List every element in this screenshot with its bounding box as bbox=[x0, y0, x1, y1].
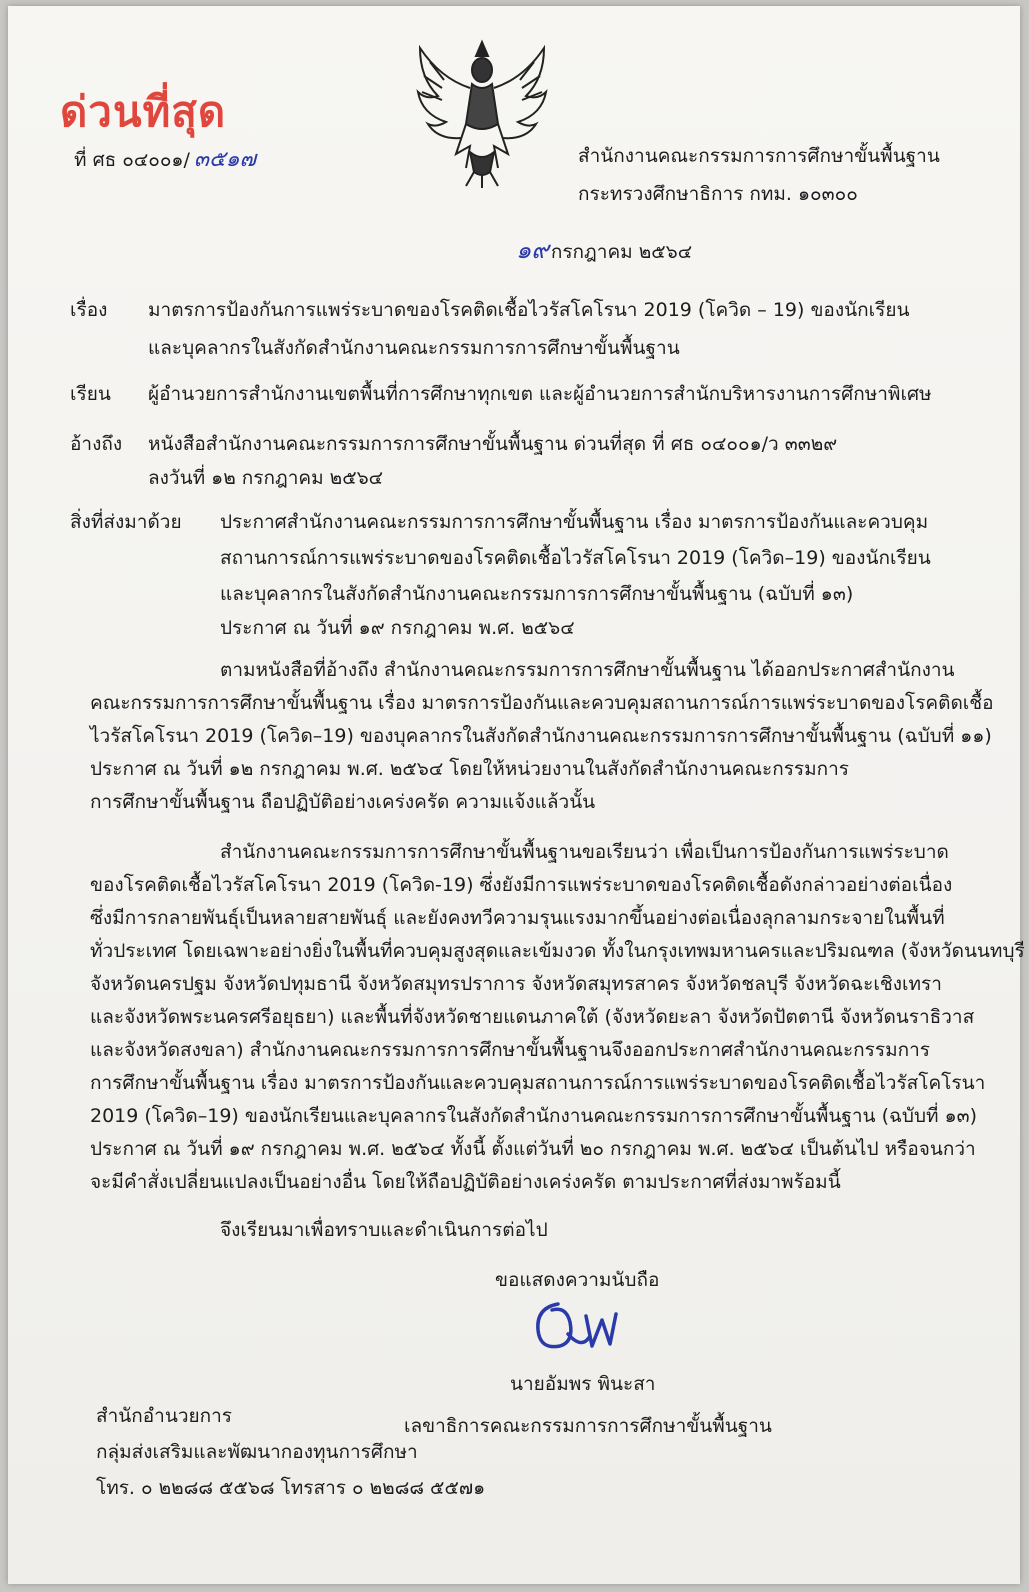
addressee-label: เรียน bbox=[70, 383, 111, 405]
office-group: กลุ่มส่งเสริมและพัฒนากองทุนการศึกษา bbox=[96, 1441, 418, 1463]
paragraph-line: 2019 (โควิด–19) ของนักเรียนและบุคลากรในสังกัดสำนักงานคณะกรรมการการศึกษาขั้นพื้นฐาน (ฉบับที่ ๑๓) bbox=[90, 1105, 978, 1127]
urgency-stamp: ด่วนที่สุด bbox=[60, 87, 227, 136]
reference-line-2: ลงวันที่ ๑๒ กรกฎาคม ๒๕๖๔ bbox=[148, 467, 384, 489]
subject-line-1: มาตรการป้องกันการแพร่ระบาดของโรคติดเชื้อไวรัสโคโรนา 2019 (โควิด – 19) ของนักเรียน bbox=[148, 299, 910, 321]
reference-line-1: หนังสือสำนักงานคณะกรรมการการศึกษาขั้นพื้นฐาน ด่วนที่สุด ที่ ศธ ๐๔๐๐๑/ว ๓๓๒๙ bbox=[148, 433, 838, 455]
issuing-office: สำนักงานคณะกรรมการการศึกษาขั้นพื้นฐาน bbox=[578, 145, 940, 167]
paragraph-line: ไวรัสโคโรนา 2019 (โควิด–19) ของบุคลากรในสังกัดสำนักงานคณะกรรมการการศึกษาขั้นพื้นฐาน (ฉบับที่ ๑๑) bbox=[90, 725, 992, 747]
paragraph-line: ซึ่งมีการกลายพันธุ์เป็นหลายสายพันธุ์ และยังคงทวีความรุนแรงมากขึ้นอย่างต่อเนื่องลุกลามกระจายในพื้นที่ bbox=[90, 907, 945, 929]
paragraph-line: ตามหนังสือที่อ้างถึง สำนักงานคณะกรรมการการศึกษาขั้นพื้นฐาน ได้ออกประกาศสำนักงาน bbox=[220, 659, 955, 681]
letter-date-month-year: กรกฎาคม ๒๕๖๔ bbox=[550, 241, 693, 263]
body-paragraph-1 bbox=[90, 654, 994, 819]
document-number-prefix: ที่ ศธ ๐๔๐๐๑/ bbox=[74, 149, 190, 171]
paragraph-line: ประกาศ ณ วันที่ ๑๙ กรกฎาคม พ.ศ. ๒๕๖๔ ทั้งนี้ ตั้งแต่วันที่ ๒๐ กรกฎาคม พ.ศ. ๒๕๖๔ เป็นต้นไป หรือจนกว่า bbox=[90, 1138, 976, 1160]
enclosure-label: สิ่งที่ส่งมาด้วย bbox=[70, 511, 182, 533]
office-contact: โทร. ๐ ๒๒๘๘ ๕๕๖๘ โทรสาร ๐ ๒๒๘๘ ๕๕๗๑ bbox=[96, 1477, 486, 1499]
signer-title: เลขาธิการคณะกรรมการการศึกษาขั้นพื้นฐาน bbox=[404, 1415, 772, 1437]
signer-name: นายอัมพร พินะสา bbox=[510, 1373, 656, 1395]
enclosure-line: และบุคลากรในสังกัดสำนักงานคณะกรรมการการศึกษาขั้นพื้นฐาน (ฉบับที่ ๑๓) bbox=[220, 583, 854, 605]
letter-date-day: ๑๙ bbox=[516, 236, 549, 264]
paragraph-line: ของโรคติดเชื้อไวรัสโคโรนา 2019 (โควิด-19) ซึ่งยังมีการแพร่ระบาดของโรคติดเชื้อดังกล่าวอย่างต่อเนื่อง bbox=[90, 874, 953, 896]
document-number-handwritten: ๓๕๑๗ bbox=[193, 147, 257, 172]
paragraph-line: ทั่วประเทศ โดยเฉพาะอย่างยิ่งในพื้นที่ควบคุมสูงสุดและเข้มงวด ทั้งในกรุงเทพมหานครและปริมณฑล (จังหวัดนนทบุรี bbox=[90, 940, 1025, 962]
garuda-emblem-icon bbox=[400, 32, 564, 192]
paragraph-line: การศึกษาขั้นพื้นฐาน ถือปฏิบัติอย่างเคร่งครัด ความแจ้งแล้วนั้น bbox=[90, 791, 596, 813]
paragraph-line: คณะกรรมการการศึกษาขั้นพื้นฐาน เรื่อง มาตรการป้องกันและควบคุมสถานการณ์การแพร่ระบาดของโรคติดเชื้อ bbox=[90, 692, 994, 714]
letter-page bbox=[8, 6, 1025, 1584]
respect-line: ขอแสดงความนับถือ bbox=[495, 1269, 660, 1291]
paragraph-line: การศึกษาขั้นพื้นฐาน เรื่อง มาตรการป้องกันและควบคุมสถานการณ์การแพร่ระบาดของโรคติดเชื้อไวรัสโคโรนา bbox=[90, 1072, 986, 1094]
office-department: สำนักอำนวยการ bbox=[96, 1405, 233, 1427]
enclosure-line: ประกาศ ณ วันที่ ๑๙ กรกฎาคม พ.ศ. ๒๕๖๔ bbox=[220, 617, 575, 639]
body-paragraph-2 bbox=[90, 836, 1025, 1199]
letter-date bbox=[516, 238, 692, 264]
paragraph-line: ประกาศ ณ วันที่ ๑๒ กรกฎาคม พ.ศ. ๒๕๖๔ โดยให้หน่วยงานในสังกัดสำนักงานคณะกรรมการ bbox=[90, 758, 850, 780]
paragraph-line: จังหวัดนครปฐม จังหวัดปทุมธานี จังหวัดสมุทรปราการ จังหวัดสมุทรสาคร จังหวัดชลบุรี จังหวัดฉะเชิงเทรา bbox=[90, 973, 942, 995]
enclosure-line: สถานการณ์การแพร่ระบาดของโรคติดเชื้อไวรัสโคโรนา 2019 (โควิด–19) ของนักเรียน bbox=[220, 547, 931, 569]
subject-label: เรื่อง bbox=[70, 299, 108, 321]
reference-label: อ้างถึง bbox=[70, 433, 123, 455]
closing-sentence: จึงเรียนมาเพื่อทราบและดำเนินการต่อไป bbox=[220, 1219, 548, 1241]
addressee-text: ผู้อำนวยการสำนักงานเขตพื้นที่การศึกษาทุกเขต และผู้อำนวยการสำนักบริหารงานการศึกษาพิเศษ bbox=[148, 383, 932, 405]
issuing-office-address: กระทรวงศึกษาธิการ กทม. ๑๐๓๐๐ bbox=[578, 183, 858, 205]
document-number bbox=[74, 148, 256, 172]
signature-image bbox=[528, 1296, 638, 1356]
subject-line-2: และบุคลากรในสังกัดสำนักงานคณะกรรมการการศึกษาขั้นพื้นฐาน bbox=[148, 337, 680, 359]
paragraph-line: และจังหวัดสงขลา) สำนักงานคณะกรรมการการศึกษาขั้นพื้นฐานจึงออกประกาศสำนักงานคณะกรรมการ bbox=[90, 1039, 930, 1061]
paragraph-line: จะมีคำสั่งเปลี่ยนแปลงเป็นอย่างอื่น โดยให้ถือปฏิบัติอย่างเคร่งครัด ตามประกาศที่ส่งมาพร้อมนี้ bbox=[90, 1171, 841, 1193]
enclosure-line: ประกาศสำนักงานคณะกรรมการการศึกษาขั้นพื้นฐาน เรื่อง มาตรการป้องกันและควบคุม bbox=[220, 511, 929, 533]
paragraph-line: สำนักงานคณะกรรมการการศึกษาขั้นพื้นฐานขอเรียนว่า เพื่อเป็นการป้องกันการแพร่ระบาด bbox=[220, 841, 949, 863]
paragraph-line: และจังหวัดพระนครศรีอยุธยา) และพื้นที่จังหวัดชายแดนภาคใต้ (จังหวัดยะลา จังหวัดปัตตานี จังหวัดนราธิวาส bbox=[90, 1006, 975, 1028]
